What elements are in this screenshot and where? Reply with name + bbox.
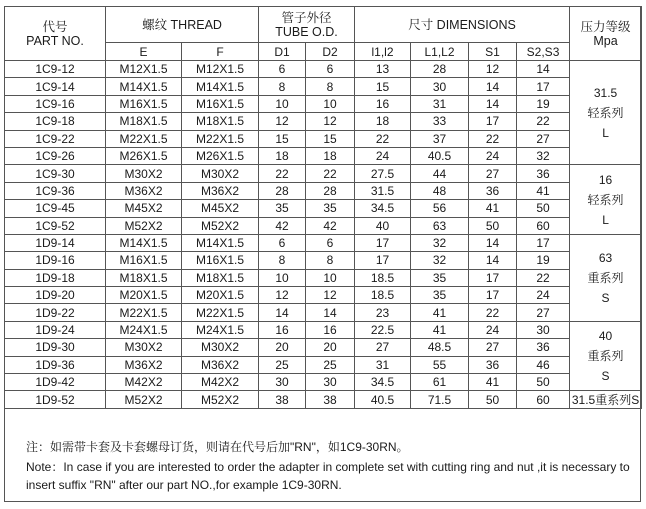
table-row — [5, 252, 642, 269]
col-header-f: F — [182, 43, 259, 61]
cell-tube-d2: 22 — [306, 165, 355, 182]
cell-dim-s2-s3: 36 — [517, 165, 570, 182]
cell-part-no: 1D9-30 — [5, 339, 106, 356]
cell-dim-s2-s3: 50 — [517, 374, 570, 391]
cell-tube-d1: 16 — [259, 321, 306, 338]
cell-thread-f: M12X1.5 — [182, 61, 259, 78]
table-row — [5, 217, 642, 234]
cell-part-no: 1D9-16 — [5, 252, 106, 269]
cell-tube-d2: 6 — [306, 61, 355, 78]
cell-tube-d1: 38 — [259, 391, 306, 408]
cell-dim-l1-l2: 27 — [355, 339, 411, 356]
cell-thread-e: M20X1.5 — [106, 287, 182, 304]
cell-dim-big-l1-l2: 28 — [411, 61, 469, 78]
cell-thread-f: M20X1.5 — [182, 287, 259, 304]
cell-thread-f: M52X2 — [182, 217, 259, 234]
cell-thread-e: M22X1.5 — [106, 130, 182, 147]
cell-part-no: 1C9-26 — [5, 147, 106, 164]
cell-thread-e: M12X1.5 — [106, 61, 182, 78]
dimensions-header: 尺寸 DIMENSIONS — [355, 7, 570, 43]
cell-dim-s2-s3: 19 — [517, 95, 570, 112]
cell-tube-d1: 8 — [259, 252, 306, 269]
pressure-value: 63 — [598, 250, 613, 265]
cell-part-no: 1D9-52 — [5, 391, 106, 408]
col-header-big-l1-l2: L1,L2 — [411, 43, 469, 61]
cell-tube-d1: 6 — [259, 61, 306, 78]
cell-tube-d2: 14 — [306, 304, 355, 321]
cell-dim-big-l1-l2: 33 — [411, 113, 469, 130]
pressure-code: S — [601, 369, 610, 384]
cell-dim-s2-s3: 22 — [517, 269, 570, 286]
cell-dim-big-l1-l2: 71.5 — [411, 391, 469, 408]
cell-dim-big-l1-l2: 41 — [411, 321, 469, 338]
dimensions-table — [4, 6, 642, 409]
cell-dim-s2-s3: 22 — [517, 113, 570, 130]
table-row — [5, 165, 642, 182]
cell-dim-s2-s3: 17 — [517, 78, 570, 95]
cell-part-no: 1C9-30 — [5, 165, 106, 182]
cell-dim-l1-l2: 34.5 — [355, 374, 411, 391]
cell-part-no: 1D9-18 — [5, 269, 106, 286]
cell-dim-l1-l2: 15 — [355, 78, 411, 95]
cell-thread-e: M24X1.5 — [106, 321, 182, 338]
cell-tube-d1: 18 — [259, 147, 306, 164]
cell-dim-s2-s3: 36 — [517, 339, 570, 356]
cell-thread-e: M14X1.5 — [106, 234, 182, 251]
cell-dim-s2-s3: 60 — [517, 391, 570, 408]
cell-dim-l1-l2: 13 — [355, 61, 411, 78]
cell-dim-s1: 14 — [469, 234, 517, 251]
cell-tube-d2: 16 — [306, 321, 355, 338]
cell-thread-e: M45X2 — [106, 200, 182, 217]
cell-dim-l1-l2: 40.5 — [355, 391, 411, 408]
pressure-code: S — [601, 290, 610, 305]
cell-tube-d2: 38 — [306, 391, 355, 408]
cell-dim-s1: 17 — [469, 269, 517, 286]
cell-dim-l1-l2: 31 — [355, 356, 411, 373]
cell-dim-big-l1-l2: 32 — [411, 234, 469, 251]
cell-dim-s2-s3: 60 — [517, 217, 570, 234]
col-header-s1: S1 — [469, 43, 517, 61]
cell-thread-e: M16X1.5 — [106, 252, 182, 269]
cell-dim-s1: 22 — [469, 304, 517, 321]
pressure-group-cell — [570, 165, 642, 235]
cell-tube-d1: 15 — [259, 130, 306, 147]
cell-dim-big-l1-l2: 44 — [411, 165, 469, 182]
pressure-group-cell: 31.5重系列S — [570, 391, 642, 408]
cell-part-no: 1C9-52 — [5, 217, 106, 234]
cell-dim-l1-l2: 22.5 — [355, 321, 411, 338]
cell-part-no: 1D9-20 — [5, 287, 106, 304]
col-header-l1-l2: l1,l2 — [355, 43, 411, 61]
cell-thread-e: M30X2 — [106, 339, 182, 356]
cell-tube-d1: 6 — [259, 234, 306, 251]
cell-dim-l1-l2: 40 — [355, 217, 411, 234]
cell-thread-e: M36X2 — [106, 182, 182, 199]
table-row — [5, 95, 642, 112]
table-row — [5, 339, 642, 356]
cell-dim-big-l1-l2: 37 — [411, 130, 469, 147]
cell-tube-d2: 35 — [306, 200, 355, 217]
cell-tube-d2: 20 — [306, 339, 355, 356]
cell-dim-s1: 14 — [469, 78, 517, 95]
cell-thread-e: M26X1.5 — [106, 147, 182, 164]
cell-part-no: 1C9-12 — [5, 61, 106, 78]
table-row — [5, 61, 642, 78]
table-row — [5, 78, 642, 95]
thread-header: 螺纹 THREAD — [106, 7, 259, 43]
cell-dim-big-l1-l2: 56 — [411, 200, 469, 217]
table-row — [5, 321, 642, 338]
pressure-group-cell — [570, 321, 642, 391]
cell-part-no: 1C9-45 — [5, 200, 106, 217]
pressure-group-cell — [570, 61, 642, 165]
pressure-header — [570, 7, 642, 61]
pressure-code: L — [602, 212, 609, 227]
cell-part-no: 1C9-16 — [5, 95, 106, 112]
cell-dim-s2-s3: 17 — [517, 234, 570, 251]
cell-tube-d2: 12 — [306, 113, 355, 130]
tube-od-header-en: TUBE O.D. — [275, 24, 338, 39]
cell-thread-e: M52X2 — [106, 391, 182, 408]
part-no-header — [5, 7, 106, 61]
cell-dim-s2-s3: 41 — [517, 182, 570, 199]
cell-dim-big-l1-l2: 55 — [411, 356, 469, 373]
cell-dim-l1-l2: 16 — [355, 95, 411, 112]
cell-part-no: 1D9-42 — [5, 374, 106, 391]
table-row — [5, 391, 642, 408]
cell-dim-s2-s3: 50 — [517, 200, 570, 217]
cell-tube-d2: 10 — [306, 95, 355, 112]
cell-tube-d2: 6 — [306, 234, 355, 251]
table-row — [5, 130, 642, 147]
cell-dim-s1: 36 — [469, 182, 517, 199]
cell-tube-d1: 12 — [259, 287, 306, 304]
cell-dim-big-l1-l2: 35 — [411, 269, 469, 286]
cell-thread-e: M30X2 — [106, 165, 182, 182]
cell-thread-f: M18X1.5 — [182, 113, 259, 130]
cell-tube-d1: 35 — [259, 200, 306, 217]
cell-dim-s1: 41 — [469, 374, 517, 391]
cell-part-no: 1D9-14 — [5, 234, 106, 251]
pressure-value: 40 — [598, 329, 613, 344]
tube-od-header — [259, 7, 355, 43]
cell-thread-f: M36X2 — [182, 182, 259, 199]
cell-thread-f: M24X1.5 — [182, 321, 259, 338]
cell-dim-l1-l2: 34.5 — [355, 200, 411, 217]
cell-dim-l1-l2: 18.5 — [355, 287, 411, 304]
table-row — [5, 234, 642, 251]
cell-thread-f: M26X1.5 — [182, 147, 259, 164]
cell-dim-l1-l2: 31.5 — [355, 182, 411, 199]
table-row — [5, 147, 642, 164]
cell-thread-e: M22X1.5 — [106, 304, 182, 321]
cell-dim-l1-l2: 18 — [355, 113, 411, 130]
cell-dim-s2-s3: 27 — [517, 130, 570, 147]
cell-dim-s1: 17 — [469, 113, 517, 130]
cell-tube-d2: 8 — [306, 252, 355, 269]
cell-tube-d1: 14 — [259, 304, 306, 321]
cell-dim-l1-l2: 17 — [355, 252, 411, 269]
cell-dim-s1: 22 — [469, 130, 517, 147]
cell-thread-f: M14X1.5 — [182, 78, 259, 95]
cell-dim-l1-l2: 17 — [355, 234, 411, 251]
cell-tube-d1: 20 — [259, 339, 306, 356]
cell-thread-f: M16X1.5 — [182, 95, 259, 112]
cell-tube-d1: 25 — [259, 356, 306, 373]
cell-tube-d1: 10 — [259, 269, 306, 286]
cell-dim-s1: 36 — [469, 356, 517, 373]
cell-dim-l1-l2: 22 — [355, 130, 411, 147]
pressure-value: 31.5 — [593, 85, 618, 100]
col-header-d1: D1 — [259, 43, 306, 61]
cell-tube-d2: 15 — [306, 130, 355, 147]
cell-dim-big-l1-l2: 40.5 — [411, 147, 469, 164]
cell-thread-f: M16X1.5 — [182, 252, 259, 269]
pressure-header-unit: Mpa — [593, 33, 618, 48]
table-body — [5, 61, 642, 409]
cell-dim-s2-s3: 24 — [517, 287, 570, 304]
cell-dim-s1: 17 — [469, 287, 517, 304]
cell-tube-d1: 10 — [259, 95, 306, 112]
pressure-series: 重系列 — [587, 349, 624, 364]
cell-tube-d2: 8 — [306, 78, 355, 95]
pressure-series: 重系列 — [587, 270, 624, 285]
table-row — [5, 356, 642, 373]
cell-thread-f: M36X2 — [182, 356, 259, 373]
cell-tube-d1: 30 — [259, 374, 306, 391]
cell-tube-d1: 8 — [259, 78, 306, 95]
cell-dim-s1: 12 — [469, 61, 517, 78]
cell-dim-s1: 50 — [469, 217, 517, 234]
cell-thread-f: M30X2 — [182, 339, 259, 356]
cell-dim-s2-s3: 30 — [517, 321, 570, 338]
cell-tube-d1: 12 — [259, 113, 306, 130]
cell-tube-d2: 10 — [306, 269, 355, 286]
cell-thread-f: M42X2 — [182, 374, 259, 391]
cell-part-no: 1D9-22 — [5, 304, 106, 321]
cell-dim-big-l1-l2: 31 — [411, 95, 469, 112]
cell-dim-big-l1-l2: 48.5 — [411, 339, 469, 356]
cell-thread-e: M52X2 — [106, 217, 182, 234]
cell-part-no: 1D9-36 — [5, 356, 106, 373]
cell-dim-big-l1-l2: 32 — [411, 252, 469, 269]
cell-tube-d2: 25 — [306, 356, 355, 373]
cell-tube-d2: 30 — [306, 374, 355, 391]
cell-dim-big-l1-l2: 41 — [411, 304, 469, 321]
cell-thread-f: M45X2 — [182, 200, 259, 217]
table-row — [5, 269, 642, 286]
cell-part-no: 1C9-22 — [5, 130, 106, 147]
pressure-header-cn: 压力等级 — [580, 19, 631, 34]
pressure-value: 16 — [598, 172, 613, 187]
cell-thread-e: M18X1.5 — [106, 269, 182, 286]
cell-dim-big-l1-l2: 30 — [411, 78, 469, 95]
cell-tube-d1: 42 — [259, 217, 306, 234]
cell-dim-s1: 24 — [469, 147, 517, 164]
pressure-series: 轻系列 — [587, 105, 624, 120]
cell-dim-l1-l2: 23 — [355, 304, 411, 321]
cell-thread-e: M36X2 — [106, 356, 182, 373]
cell-thread-e: M16X1.5 — [106, 95, 182, 112]
cell-dim-s1: 24 — [469, 321, 517, 338]
cell-dim-s1: 27 — [469, 165, 517, 182]
part-no-header-cn: 代号 — [42, 19, 68, 34]
cell-dim-l1-l2: 27.5 — [355, 165, 411, 182]
table-row — [5, 182, 642, 199]
cell-dim-s1: 27 — [469, 339, 517, 356]
cell-tube-d2: 18 — [306, 147, 355, 164]
note-en: Note：In case if you are interested to order the adapter in complete set with cutting ring and nut ,it is necessary to insert suffix "RN" after our part NO.,for example 1C9-30RN. — [26, 460, 630, 492]
cell-tube-d1: 22 — [259, 165, 306, 182]
cell-dim-s2-s3: 32 — [517, 147, 570, 164]
col-header-e: E — [106, 43, 182, 61]
cell-dim-l1-l2: 18.5 — [355, 269, 411, 286]
cell-dim-s2-s3: 14 — [517, 61, 570, 78]
pressure-group-cell — [570, 234, 642, 321]
tube-od-header-cn: 管子外径 — [281, 10, 332, 25]
cell-dim-s2-s3: 19 — [517, 252, 570, 269]
table-row — [5, 304, 642, 321]
cell-thread-e: M14X1.5 — [106, 78, 182, 95]
cell-dim-big-l1-l2: 35 — [411, 287, 469, 304]
cell-dim-s1: 41 — [469, 200, 517, 217]
cell-part-no: 1C9-18 — [5, 113, 106, 130]
cell-dim-s1: 14 — [469, 252, 517, 269]
cell-dim-big-l1-l2: 61 — [411, 374, 469, 391]
cell-thread-f: M30X2 — [182, 165, 259, 182]
cell-thread-e: M18X1.5 — [106, 113, 182, 130]
cell-thread-f: M18X1.5 — [182, 269, 259, 286]
col-header-d2: D2 — [306, 43, 355, 61]
col-header-s2-s3: S2,S3 — [517, 43, 570, 61]
cell-dim-s2-s3: 27 — [517, 304, 570, 321]
cell-dim-l1-l2: 24 — [355, 147, 411, 164]
cell-dim-s2-s3: 46 — [517, 356, 570, 373]
table-row — [5, 113, 642, 130]
table-row — [5, 287, 642, 304]
cell-thread-f: M52X2 — [182, 391, 259, 408]
cell-part-no: 1C9-14 — [5, 78, 106, 95]
cell-dim-big-l1-l2: 48 — [411, 182, 469, 199]
cell-thread-f: M14X1.5 — [182, 234, 259, 251]
cell-thread-f: M22X1.5 — [182, 130, 259, 147]
cell-thread-e: M42X2 — [106, 374, 182, 391]
cell-tube-d2: 12 — [306, 287, 355, 304]
table-row — [5, 200, 642, 217]
cell-thread-f: M22X1.5 — [182, 304, 259, 321]
cell-tube-d2: 28 — [306, 182, 355, 199]
cell-dim-s1: 50 — [469, 391, 517, 408]
part-no-header-en: PART NO. — [26, 33, 84, 48]
cell-part-no: 1D9-24 — [5, 321, 106, 338]
cell-dim-big-l1-l2: 63 — [411, 217, 469, 234]
cell-tube-d2: 42 — [306, 217, 355, 234]
notes — [26, 438, 638, 494]
cell-tube-d1: 28 — [259, 182, 306, 199]
table-row — [5, 374, 642, 391]
pressure-series: 轻系列 — [587, 192, 624, 207]
cell-dim-s1: 14 — [469, 95, 517, 112]
pressure-code: L — [602, 125, 609, 140]
cell-part-no: 1C9-36 — [5, 182, 106, 199]
note-cn: 注：如需带卡套及卡套螺母订货，则请在代号后加"RN"，如1C9-30RN。 — [26, 440, 409, 454]
